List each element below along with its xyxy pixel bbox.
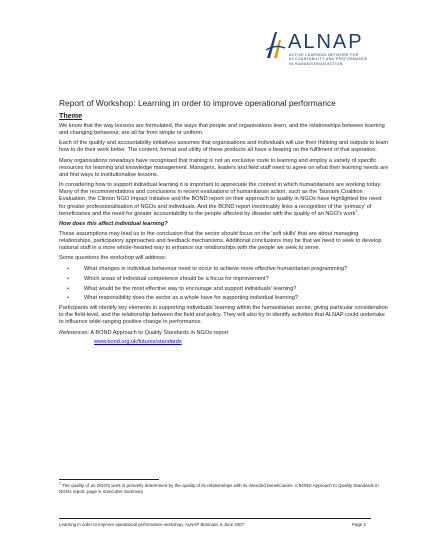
- paragraph-questions-intro: Some questions the workshop will address:: [59, 255, 167, 262]
- list-item: • What changes in individual behaviour need to occur to achieve more effective humanitarian programming?: [67, 265, 348, 272]
- references-text: A BOND Approach to Quality Standards in NGOs report: [90, 329, 229, 336]
- footer-text: Learning in order to improve operational performance workshop, ALNAP Biannual, 6 June 2007: [59, 522, 245, 527]
- page-number: Page 1: [352, 522, 366, 527]
- footnote-divider: [59, 479, 159, 480]
- theme-heading: Theme: [59, 111, 83, 120]
- paragraph-assumptions: These assumptions may lead us to the conclusion that the sector should focus on the 'soft skills' that are about managing relationships, participatory approaches and feedback mechanisms. Additional conclusions may be that we need to seek to develop national staff in a more whole-hearted way to enhance our relationships with the people we seek to serve.: [59, 230, 382, 252]
- bullet-icon: •: [67, 275, 69, 282]
- footnote: [59, 483, 379, 495]
- paragraph-context: In considering how to support individual learning it is important to appreciate the context in which humanitarians are working today. Many of the recommendations and conclusions in recent evaluations of humanitarian action, such as the Tsunami Coalition Evaluation, the Clinton NGO Impact Initiative and the BOND report on their approach to quality in NGOs have highlighted the need for greater professionalisation of NGOs and individuals. And the BOND report inextricably links a recognition of the 'primacy' of beneficiaries and the need for greater accountability to the people affected by disaster with the quality of an NGO's work$^1$.: [59, 182, 382, 217]
- references-link[interactable]: www.bond.org.uk/futures/standards: [94, 338, 182, 345]
- list-item: • Which areas of individual competence should be a focus for improvement?: [67, 275, 269, 282]
- question-heading: How does this affect individual learning?: [59, 220, 168, 227]
- logo-subtitle: ACTIVE LEARNING NETWORK FOR ACCOUNTABILITY AND PERFORMANCE IN HUMANITARIAN ACTION: [289, 53, 368, 66]
- paragraph-participants: Participants will identify key elements in supporting individuals' learning within the humanitarian sector, giving particular consideration to the field-level, and the relationship between the field and policy. They will also try to identify activities that ALNAP could undertake to influence wide-ranging positive change in performance.: [59, 305, 388, 326]
- list-item: • What responsibility does the sector as a whole have for supporting individual learning?: [67, 295, 298, 302]
- bullet-icon: •: [67, 265, 69, 272]
- question-list: [59, 266, 389, 303]
- footnote-marker[interactable]: 1: [355, 208, 358, 213]
- paragraph-initiatives: Each of the quality and accountability initiatives assumes that organisations and individuals will use their thinking and outputs to learn how to do their work better. The content, format and utility of these products all have a bearing on the fulfilment of that aspiration.: [59, 140, 389, 154]
- references-label: References:: [59, 329, 90, 336]
- document-title: Report of Workshop: Learning in order to improve operational performance: [59, 98, 336, 108]
- footer-divider: [59, 518, 371, 519]
- alnap-logo: [264, 30, 384, 66]
- bullet-icon: •: [67, 295, 69, 302]
- logo-wordmark: ALNAP: [288, 31, 364, 53]
- paragraph-organisations: Many organisations nowadays have recognised that training is not an exclusive route to learning and employ a variety of specific resources for learning and knowledge management. Managers, leaders and field staff need to agree on what their learning needs are and find ways to institutionalise lessons.: [59, 157, 389, 178]
- paragraph-lessons: We know that the way lessons are formulated, the ways that people and organisations learn, and the relationships between learning and changing behaviour, are all far from simple or uniform.: [59, 123, 385, 137]
- references: [59, 330, 389, 337]
- alnap-logo-mark-icon: [264, 30, 286, 60]
- bullet-icon: •: [67, 285, 69, 292]
- footnote-text: The quality of an NGO's work is primarily determined by the quality of its relationships with its intended beneficiaries. A BOND Approach to Quality Standards in NGOs report, page 8, Executive Summary: [59, 483, 379, 494]
- document-body: [59, 98, 389, 346]
- footnote-number: 1: [59, 481, 61, 486]
- list-item: • What would be the most effective way to encourage and support individuals' learning?: [67, 285, 297, 292]
